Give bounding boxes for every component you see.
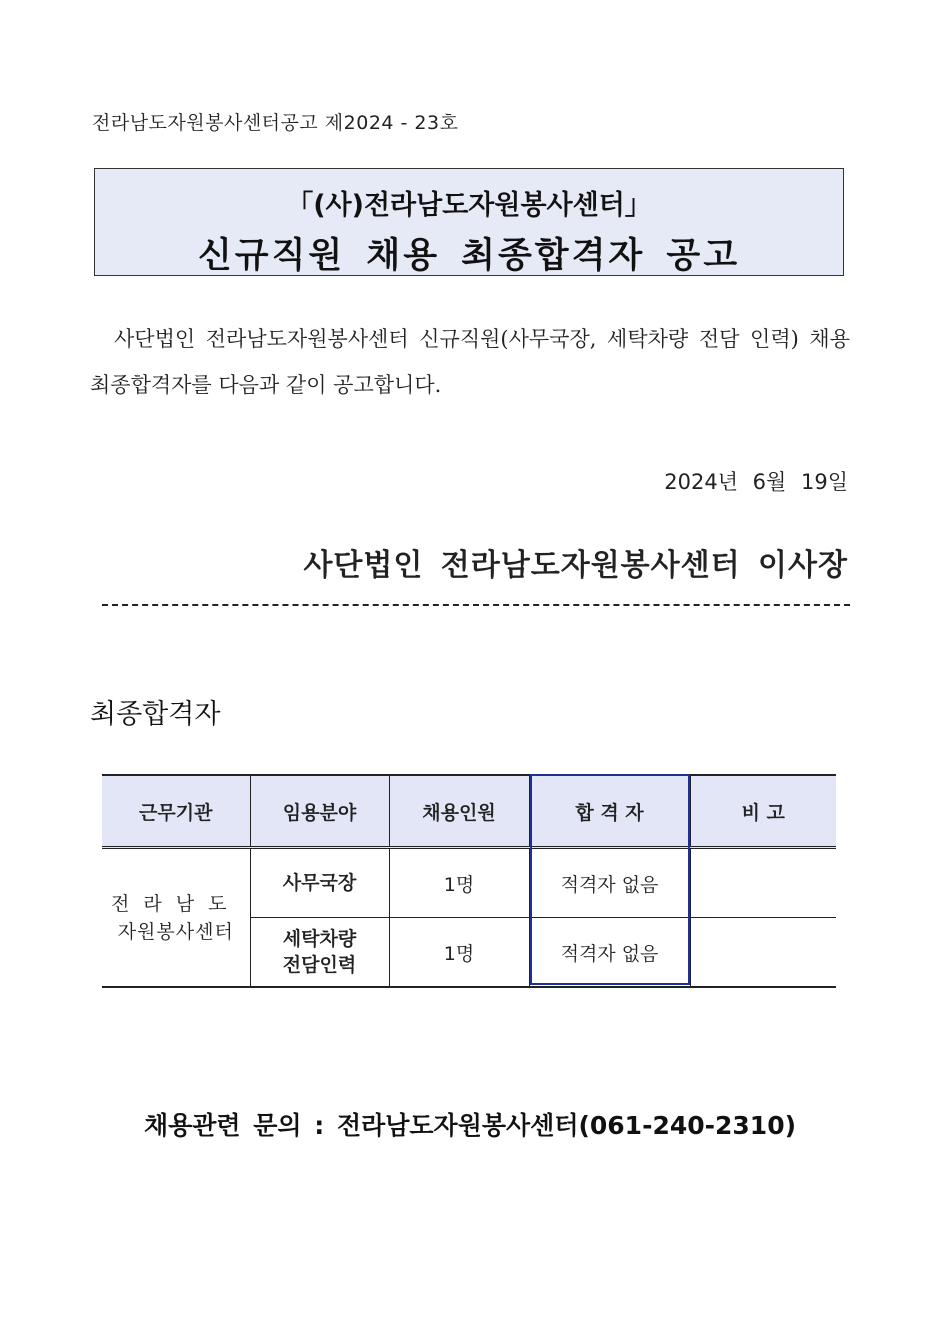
organization-cell [102,848,250,988]
title-box [94,168,844,276]
count-cell: 1명 [389,848,529,918]
table-row [102,848,836,918]
signer: 사단법인 전라남도자원봉사센터 이사장 [303,548,848,583]
document-number: 전라남도자원봉사센터공고 제2024 - 23호 [92,112,459,134]
page-title: 신규직원 채용 최종합격자 공고 [197,236,741,276]
organization-line1: 전라남도 [111,892,241,915]
field-cell [250,918,389,988]
field-line1: 세탁차량 [282,928,357,950]
divider [102,604,850,606]
section-heading: 최종합격자 [90,699,221,730]
header-field: 임용분야 [250,775,389,848]
result-table [102,774,836,988]
field-cell: 사무국장 [250,848,389,918]
result-cell: 적격자 없음 [529,918,690,988]
announcement-text: 사단법인 전라남도자원봉사센터 신규직원(사무국장, 세탁차량 전담 인력) 채용 최종합격자를 다음과 같이 공고합니다. [90,327,850,397]
announcement-body [90,316,850,408]
result-table-wrapper [102,774,836,988]
title-organization: 「(사)전라남도자원봉사센터」 [286,190,652,221]
organization-line2: 자원봉사센터 [117,920,234,943]
field-line2: 전담인력 [282,954,357,976]
note-cell [690,848,836,918]
header-organization: 근무기관 [102,775,250,848]
header-count: 채용인원 [389,775,529,848]
count-cell: 1명 [389,918,529,988]
table-header-row [102,775,836,848]
note-cell [690,918,836,988]
header-result: 합 격 자 [529,775,690,848]
result-cell: 적격자 없음 [529,848,690,918]
announcement-date: 2024년 6월 19일 [664,470,848,494]
header-note: 비 고 [690,775,836,848]
contact-info: 채용관련 문의 : 전라남도자원봉사센터(061-240-2310) [143,1111,797,1140]
